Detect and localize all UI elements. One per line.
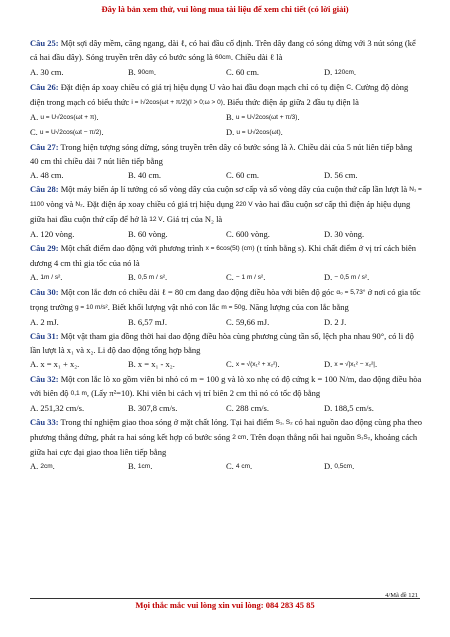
option-c[interactable]: C. 288 cm/s. <box>226 403 269 413</box>
question-text: . Biểu thức điện áp giữa 2 đầu tụ điện là <box>222 97 359 107</box>
option-a[interactable]: A. 120 vòng. <box>30 229 75 239</box>
answer-options <box>30 168 422 182</box>
question-31 <box>30 329 422 357</box>
question-text: (t tính bằng s). Khi chất điểm ở vị trí cách biên dương 4 cm thì gia tốc của nó là <box>30 243 416 268</box>
answer-options <box>30 459 422 474</box>
question-number: Câu 25: <box>30 38 59 48</box>
question-number: Câu 29: <box>30 243 59 253</box>
math-expression: C <box>346 84 352 91</box>
option-c[interactable]: C. 4 cm. <box>226 461 253 471</box>
question-text: Một con lắc lò xo gồm viên bi nhỏ có m = 100 g và lò xo nhẹ có độ cứng k = 100 N/m, dao động điều hòa với biên độ <box>30 374 422 398</box>
question-number: Câu 27: <box>30 142 59 152</box>
option-c[interactable]: C. 60 cm. <box>226 67 260 77</box>
answer-options <box>30 227 422 241</box>
answer-options <box>30 65 422 80</box>
question-text: . Trên đoạn thẳng nối hai nguồn <box>246 432 357 442</box>
contact-banner: Mọi thắc mắc vui lòng xin vui lòng: 084 283 45 85 <box>135 600 315 610</box>
option-d[interactable]: D. x = √|x₁² − x₂²|. <box>324 359 378 369</box>
option-b[interactable]: B. 0,5 m / s². <box>128 272 168 282</box>
option-d[interactable]: D. 120cm. <box>324 67 357 77</box>
math-expression: α₀ = 5,73° <box>336 289 366 296</box>
math-expression: 12 V <box>149 216 163 223</box>
question-text: vào hai đầu cuộn sơ cấp thì điện áp hiệu dụng giữa hai đầu cuộn thứ cấp để hở là <box>30 199 411 224</box>
option-c[interactable]: C. 60 cm. <box>226 170 260 180</box>
question-26 <box>30 80 422 110</box>
math-expression: N₂ <box>75 201 83 208</box>
question-text: , khoảng cách giữa hai cực đại giao thoa liên tiếp bằng <box>30 432 418 457</box>
question-25 <box>30 36 422 65</box>
option-b[interactable]: B. 1cm. <box>128 461 153 471</box>
question-number: Câu 33: <box>30 417 59 427</box>
question-number: Câu 32: <box>30 374 59 384</box>
question-text: , (Lấy π²=10). Khi viên bi cách vị trí biên 2 cm thì nó có tốc độ bằng <box>86 388 321 398</box>
math-expression: 60cm <box>214 54 231 61</box>
question-text: Một vật tham gia đồng thời hai dao động điều hòa cùng phương cùng tần số, lệch pha nhau 90°, có li độ lần lượt là x₁ và x₂. Li độ dao động tổng hợp bằng <box>30 331 414 355</box>
option-a[interactable]: A. 30 cm. <box>30 67 64 77</box>
option-b[interactable]: B. 60 vòng. <box>128 229 168 239</box>
question-text: Một chất điểm dao động với phương trình <box>58 243 206 253</box>
option-a[interactable]: A. u = U√2cos(ωt + π). <box>30 112 99 122</box>
answer-options <box>30 315 422 329</box>
question-text: . Đặt điện áp xoay chiều có giá trị hiệu dụng <box>82 199 236 209</box>
math-expression: i = I√2cos(ωt + π/2)(I > 0;ω > 0) <box>131 99 223 106</box>
question-text: . Giá trị của N₂ là <box>162 214 223 224</box>
exam-body <box>30 36 422 474</box>
option-a[interactable]: A. 2 mJ. <box>30 317 59 327</box>
question-29 <box>30 241 422 270</box>
question-text: Trong hiện tượng sóng dừng, sóng truyền trên dây có bước sóng là λ. Chiều dài của 5 nút liên tiếp bằng 40 cm thì chiều dài 7 nút liên tiếp bằng <box>30 142 413 166</box>
question-text: Một sợi dây mềm, căng ngang, dài ℓ, có hai đầu cố định. Trên dây đang có sóng dừng với 3 nút sóng (kể cả hai đầu dây). Sóng truyền trên dây có bước sóng là <box>30 38 416 62</box>
question-32 <box>30 372 422 401</box>
option-c[interactable]: C. x = √(x₁² + x₂²). <box>226 359 280 369</box>
option-a[interactable]: A. 251,32 cm/s. <box>30 403 85 413</box>
answer-options <box>30 401 422 415</box>
option-b[interactable]: B. 307,8 cm/s. <box>128 403 178 413</box>
option-c[interactable]: C. u = U√2cos(ωt − π/2). <box>30 127 104 137</box>
question-text: có hai nguồn dao động cùng pha theo phương thẳng đứng, phát ra hai sóng kết hợp có bước sóng <box>30 417 422 442</box>
option-a[interactable]: A. 2cm. <box>30 461 55 471</box>
answer-options <box>30 357 422 372</box>
option-b[interactable]: B. u = U√2cos(ωt + π/3). <box>226 112 300 122</box>
math-expression: N₁ = 1100 <box>30 186 422 208</box>
math-expression: 0,1 m <box>70 390 87 397</box>
question-text: . Năng lượng của con lắc bằng <box>245 302 349 312</box>
option-d[interactable]: D. 0,5cm. <box>324 461 355 471</box>
question-number: Câu 28: <box>30 184 59 194</box>
option-c[interactable]: C. − 1 m / s². <box>226 272 266 282</box>
question-text: ở nơi có gia tốc trọng trường <box>30 287 421 312</box>
question-text: . Chiều dài ℓ là <box>230 52 283 62</box>
math-expression: g = 10 m/s² <box>75 304 108 311</box>
question-text: vòng và <box>43 199 76 209</box>
footer-divider <box>30 598 420 599</box>
question-number: Câu 26: <box>30 82 59 92</box>
option-d[interactable]: D. 30 vòng. <box>324 229 365 239</box>
option-b[interactable]: B. 40 cm. <box>128 170 162 180</box>
answer-options <box>30 125 422 140</box>
page-number: 4/Mã đề 121 <box>385 592 418 599</box>
option-d[interactable]: D. 2 J. <box>324 317 347 327</box>
option-d[interactable]: D. u = U√2cos(ωt). <box>226 127 283 137</box>
question-text: . Biết khối lượng vật nhỏ con lắc <box>107 302 222 312</box>
option-b[interactable]: B. 6,57 mJ. <box>128 317 167 327</box>
question-28 <box>30 182 422 227</box>
answer-options <box>30 110 422 125</box>
math-expression: m = 50g <box>221 304 246 311</box>
option-d[interactable]: D. 188,5 cm/s. <box>324 403 374 413</box>
question-text: . Cường độ dòng điện trong mạch có biểu thức <box>30 82 409 107</box>
option-b[interactable]: B. x = x₁ - x₂. <box>128 359 175 369</box>
math-expression: 2 cm <box>232 434 247 441</box>
question-33 <box>30 415 422 459</box>
question-number: Câu 31: <box>30 331 59 341</box>
question-text: Trong thí nghiệm giao thoa sóng ở mặt chất lỏng. Tại hai điểm <box>58 417 276 427</box>
option-d[interactable]: D. − 0,5 m / s². <box>324 272 370 282</box>
option-a[interactable]: A. 1m / s². <box>30 272 63 282</box>
math-expression: x = 6cos(5t) (cm) <box>205 245 255 252</box>
question-text: Đặt điện áp xoay chiều có giá trị hiệu dụng U vào hai đầu đoạn mạch chỉ có tụ điện <box>58 82 347 92</box>
question-27 <box>30 140 422 168</box>
question-30 <box>30 285 422 315</box>
option-c[interactable]: C. 600 vòng. <box>226 229 270 239</box>
option-d[interactable]: D. 56 cm. <box>324 170 358 180</box>
question-text: Một máy biến áp lí tưởng có số vòng dây của cuộn sơ cấp và số vòng dây của cuộn thứ cấp lần lượt là <box>58 184 410 194</box>
math-expression: S₁S₂ <box>356 434 371 441</box>
answer-options <box>30 270 422 285</box>
math-expression: 220 V <box>235 201 253 208</box>
preview-banner: Đây là bản xem thử, vui lòng mua tài liệu để xem chi tiết (có lời giải) <box>101 4 349 14</box>
option-b[interactable]: B. 90cm. <box>128 67 156 77</box>
option-c[interactable]: C. 59,66 mJ. <box>226 317 270 327</box>
question-text: Một con lắc đơn có chiều dài ℓ = 80 cm đang dao động điều hòa với biên độ góc <box>58 287 337 297</box>
option-a[interactable]: A. 48 cm. <box>30 170 64 180</box>
question-number: Câu 30: <box>30 287 59 297</box>
math-expression: S₁, S₂ <box>275 419 293 426</box>
option-a[interactable]: A. x = x₁ + x₂. <box>30 359 80 369</box>
